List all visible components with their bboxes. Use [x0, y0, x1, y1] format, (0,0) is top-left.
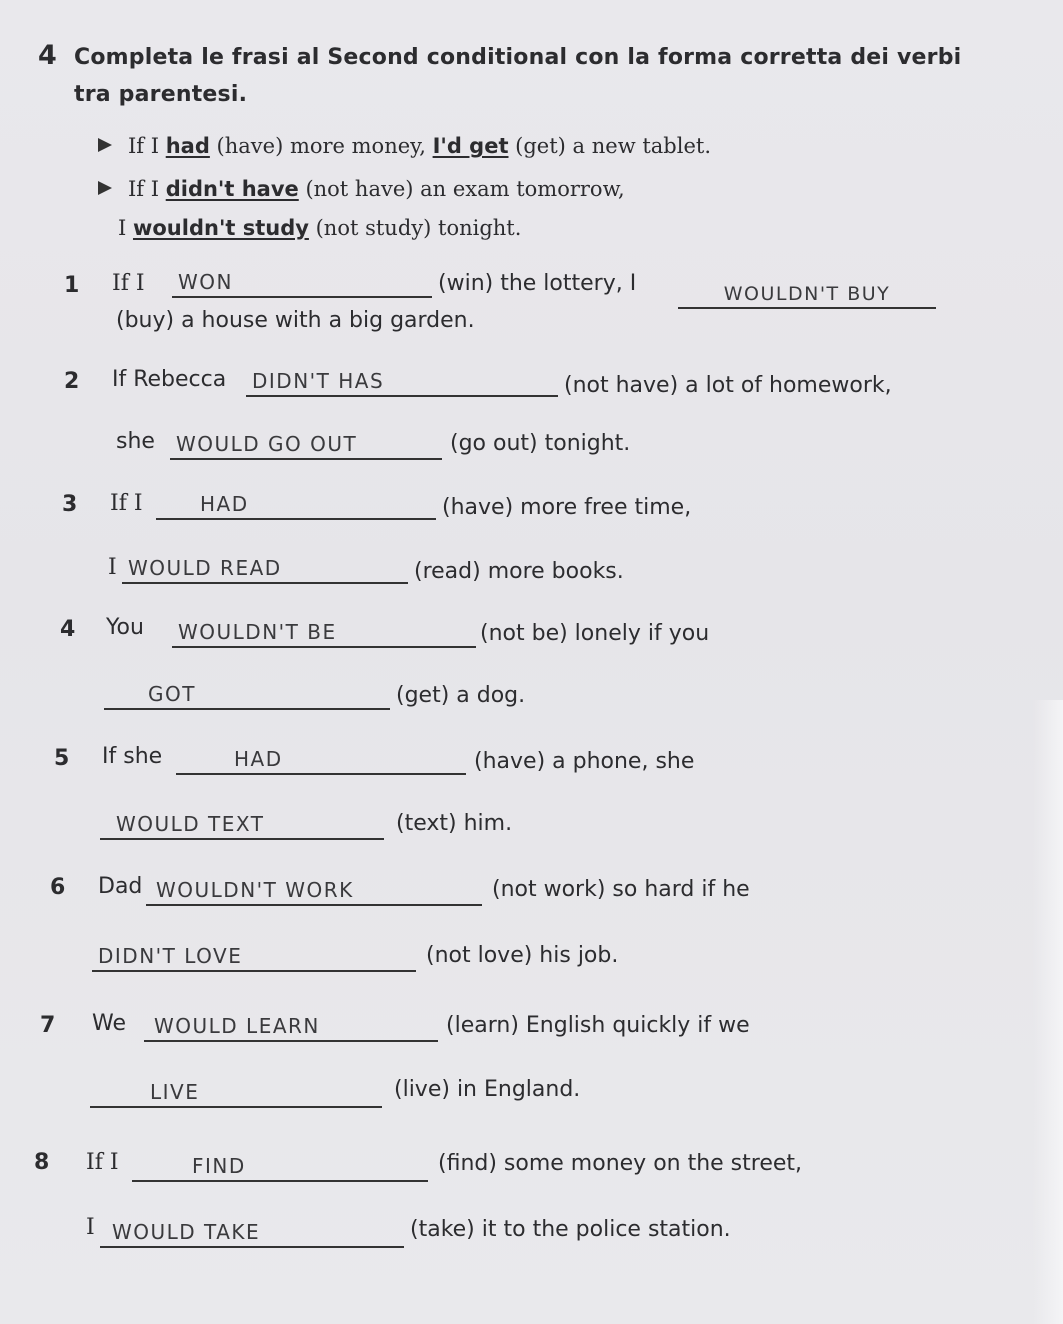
answer-blank[interactable] — [246, 367, 558, 397]
item-text: I — [86, 1215, 95, 1240]
item-text: (go out) tonight. — [450, 431, 631, 456]
example-answer: wouldn't study — [132, 216, 309, 240]
answer-blank[interactable] — [144, 1012, 438, 1042]
handwritten-answer: WOULDN'T BE — [178, 620, 337, 644]
item-number: 5 — [54, 746, 70, 771]
handwritten-answer: WOULD GO OUT — [176, 432, 358, 456]
handwritten-answer: HAD — [234, 747, 283, 771]
item-text: If I — [110, 491, 143, 516]
answer-blank[interactable] — [146, 876, 482, 906]
answer-blank[interactable] — [100, 1218, 404, 1248]
item-text: If I — [86, 1150, 119, 1175]
answer-blank[interactable] — [170, 430, 442, 460]
answer-blank[interactable] — [172, 618, 476, 648]
exercise-number: 4 — [38, 40, 57, 71]
answer-blank[interactable] — [92, 942, 416, 972]
handwritten-answer: LIVE — [150, 1080, 200, 1104]
handwritten-answer: WOULDN'T BUY — [723, 283, 891, 305]
example-2-line-2 — [118, 214, 521, 242]
handwritten-answer: WOULD READ — [128, 556, 282, 580]
item-text: (live) in England. — [394, 1077, 581, 1102]
item-number: 2 — [64, 369, 80, 394]
answer-blank[interactable] — [132, 1152, 428, 1182]
example-arrow-icon — [98, 138, 112, 152]
answer-blank[interactable] — [176, 745, 466, 775]
handwritten-answer: WOULD TEXT — [116, 812, 265, 836]
item-text: (have) more free time, — [442, 495, 692, 520]
handwritten-answer: DIDN'T LOVE — [98, 944, 243, 968]
item-number: 1 — [64, 273, 80, 298]
item-text: (get) a dog. — [396, 683, 526, 708]
example-answer: didn't have — [165, 177, 299, 201]
item-number: 8 — [34, 1150, 50, 1175]
answer-blank[interactable] — [90, 1078, 382, 1108]
example-text: (not study) tonight. — [308, 216, 522, 240]
handwritten-answer: GOT — [148, 682, 196, 706]
handwritten-answer: HAD — [200, 492, 249, 516]
example-text: (get) a new tablet. — [508, 134, 712, 158]
item-text: she — [116, 429, 155, 454]
item-text: (have) a phone, she — [474, 749, 695, 774]
example-2-line-1 — [128, 175, 625, 203]
item-number: 6 — [50, 875, 66, 900]
handwritten-answer: DIDN'T HAS — [252, 369, 385, 393]
item-text: (buy) a house with a big garden. — [116, 308, 475, 333]
example-text: (have) more money, — [209, 134, 433, 158]
instructions-line-1: Completa le frasi al Second conditional con la forma corretta dei verbi — [74, 45, 962, 70]
item-text: (take) it to the police station. — [410, 1217, 731, 1242]
answer-blank[interactable] — [172, 268, 432, 298]
answer-blank[interactable] — [156, 490, 436, 520]
item-text: You — [106, 615, 144, 640]
item-text: (text) him. — [396, 811, 513, 836]
item-text: (not love) his job. — [426, 943, 619, 968]
item-number: 4 — [60, 617, 76, 642]
handwritten-answer: WOULD TAKE — [112, 1220, 261, 1244]
example-answer: I'd get — [432, 134, 509, 158]
item-number: 3 — [62, 492, 78, 517]
instructions-line-2: tra parentesi. — [74, 82, 248, 107]
example-text: If I — [128, 134, 166, 158]
handwritten-answer: WON — [178, 270, 233, 294]
item-number: 7 — [40, 1013, 56, 1038]
item-text: Dad — [98, 874, 143, 899]
example-text: I — [118, 216, 133, 240]
handwritten-answer: WOULDN'T WORK — [156, 878, 354, 902]
item-text: (learn) English quickly if we — [446, 1013, 750, 1038]
handwritten-answer: WOULD LEARN — [154, 1014, 320, 1038]
example-arrow-icon — [98, 181, 112, 195]
item-text: (find) some money on the street, — [438, 1151, 803, 1176]
item-text: (win) the lottery, I — [438, 271, 637, 296]
item-text: If she — [102, 744, 163, 769]
example-text: If I — [128, 177, 166, 201]
item-text: If I — [112, 271, 145, 296]
answer-blank[interactable] — [104, 680, 390, 710]
handwritten-answer: FIND — [192, 1154, 246, 1178]
item-text: (read) more books. — [414, 559, 624, 584]
example-answer: had — [165, 134, 210, 158]
example-text: (not have) an exam tomorrow, — [298, 177, 625, 201]
item-text: If Rebecca — [112, 367, 227, 392]
item-text: We — [92, 1011, 126, 1036]
answer-blank[interactable] — [678, 279, 936, 309]
answer-blank[interactable] — [100, 810, 384, 840]
item-text: (not be) lonely if you — [480, 621, 710, 646]
item-text: (not have) a lot of homework, — [564, 373, 892, 398]
item-text: I — [108, 555, 117, 580]
item-text: (not work) so hard if he — [492, 877, 750, 902]
answer-blank[interactable] — [122, 554, 408, 584]
example-1 — [128, 132, 711, 160]
